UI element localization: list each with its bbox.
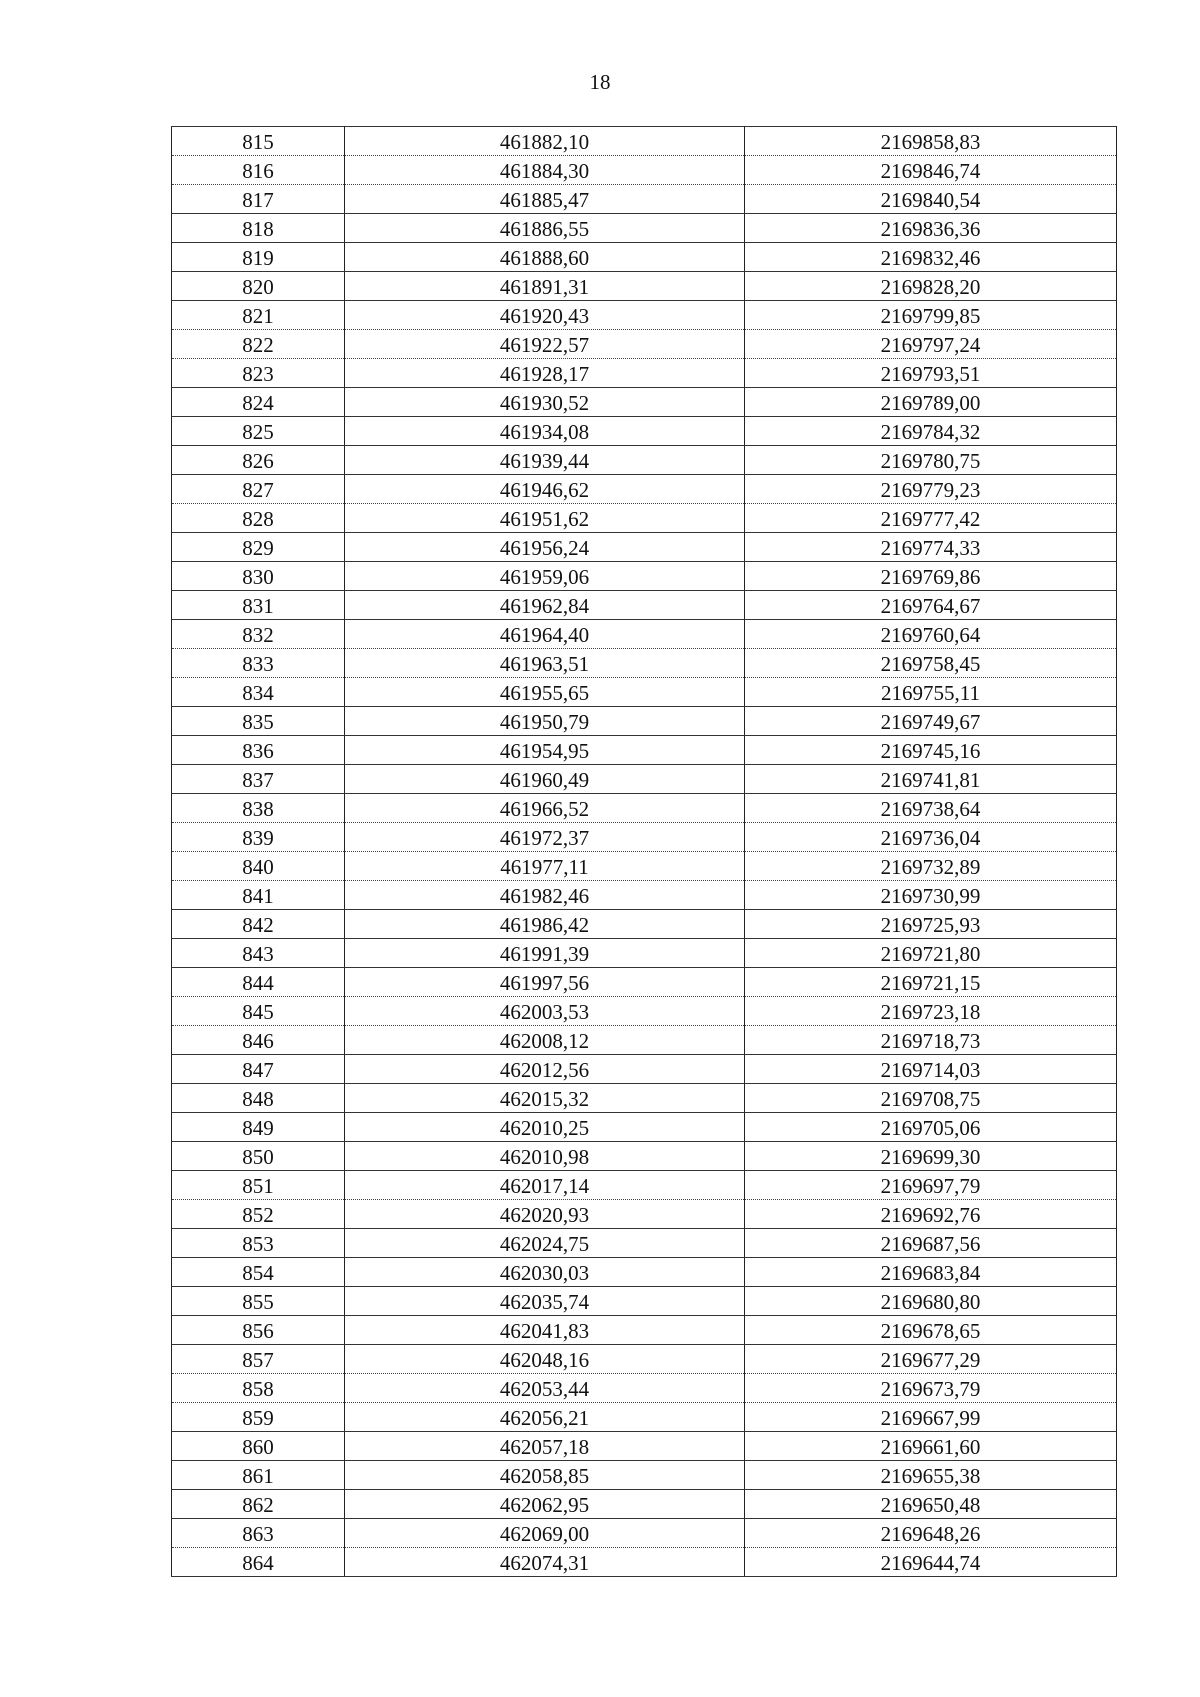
point-number-cell: 816 bbox=[172, 156, 345, 185]
y-coordinate-cell: 2169769,86 bbox=[745, 562, 1117, 591]
table-row bbox=[172, 1258, 1117, 1287]
point-number-cell: 831 bbox=[172, 591, 345, 620]
y-coordinate-cell: 2169714,03 bbox=[745, 1055, 1117, 1084]
x-coordinate-cell: 461991,39 bbox=[345, 939, 745, 968]
point-number-cell: 833 bbox=[172, 649, 345, 678]
table-row bbox=[172, 1432, 1117, 1461]
y-coordinate-cell: 2169721,80 bbox=[745, 939, 1117, 968]
y-coordinate-cell: 2169777,42 bbox=[745, 504, 1117, 533]
x-coordinate-cell: 461997,56 bbox=[345, 968, 745, 997]
y-coordinate-cell: 2169650,48 bbox=[745, 1490, 1117, 1519]
x-coordinate-cell: 461950,79 bbox=[345, 707, 745, 736]
x-coordinate-cell: 461972,37 bbox=[345, 823, 745, 852]
point-number-cell: 823 bbox=[172, 359, 345, 388]
x-coordinate-cell: 462057,18 bbox=[345, 1432, 745, 1461]
x-coordinate-cell: 461964,40 bbox=[345, 620, 745, 649]
point-number-cell: 815 bbox=[172, 127, 345, 156]
table-row bbox=[172, 707, 1117, 736]
y-coordinate-cell: 2169797,24 bbox=[745, 330, 1117, 359]
x-coordinate-cell: 461885,47 bbox=[345, 185, 745, 214]
table-row bbox=[172, 1345, 1117, 1374]
x-coordinate-cell: 462074,31 bbox=[345, 1548, 745, 1577]
y-coordinate-cell: 2169708,75 bbox=[745, 1084, 1117, 1113]
x-coordinate-cell: 462030,03 bbox=[345, 1258, 745, 1287]
x-coordinate-cell: 461882,10 bbox=[345, 127, 745, 156]
point-number-cell: 821 bbox=[172, 301, 345, 330]
x-coordinate-cell: 461920,43 bbox=[345, 301, 745, 330]
point-number-cell: 832 bbox=[172, 620, 345, 649]
table-row bbox=[172, 1142, 1117, 1171]
point-number-cell: 863 bbox=[172, 1519, 345, 1548]
point-number-cell: 818 bbox=[172, 214, 345, 243]
point-number-cell: 836 bbox=[172, 736, 345, 765]
y-coordinate-cell: 2169661,60 bbox=[745, 1432, 1117, 1461]
point-number-cell: 845 bbox=[172, 997, 345, 1026]
point-number-cell: 834 bbox=[172, 678, 345, 707]
x-coordinate-cell: 461939,44 bbox=[345, 446, 745, 475]
point-number-cell: 837 bbox=[172, 765, 345, 794]
x-coordinate-cell: 461960,49 bbox=[345, 765, 745, 794]
point-number-cell: 829 bbox=[172, 533, 345, 562]
x-coordinate-cell: 461982,46 bbox=[345, 881, 745, 910]
y-coordinate-cell: 2169741,81 bbox=[745, 765, 1117, 794]
table-row bbox=[172, 997, 1117, 1026]
point-number-cell: 828 bbox=[172, 504, 345, 533]
point-number-cell: 838 bbox=[172, 794, 345, 823]
table-row bbox=[172, 1548, 1117, 1577]
x-coordinate-cell: 461946,62 bbox=[345, 475, 745, 504]
point-number-cell: 858 bbox=[172, 1374, 345, 1403]
table-row bbox=[172, 1084, 1117, 1113]
y-coordinate-cell: 2169789,00 bbox=[745, 388, 1117, 417]
y-coordinate-cell: 2169780,75 bbox=[745, 446, 1117, 475]
x-coordinate-cell: 462008,12 bbox=[345, 1026, 745, 1055]
table-row bbox=[172, 1519, 1117, 1548]
y-coordinate-cell: 2169738,64 bbox=[745, 794, 1117, 823]
y-coordinate-cell: 2169683,84 bbox=[745, 1258, 1117, 1287]
point-number-cell: 854 bbox=[172, 1258, 345, 1287]
point-number-cell: 819 bbox=[172, 243, 345, 272]
y-coordinate-cell: 2169697,79 bbox=[745, 1171, 1117, 1200]
table-row bbox=[172, 1229, 1117, 1258]
y-coordinate-cell: 2169705,06 bbox=[745, 1113, 1117, 1142]
x-coordinate-cell: 461886,55 bbox=[345, 214, 745, 243]
page-number: 18 bbox=[589, 70, 611, 94]
x-coordinate-cell: 461955,65 bbox=[345, 678, 745, 707]
y-coordinate-cell: 2169858,83 bbox=[745, 127, 1117, 156]
table-row bbox=[172, 1403, 1117, 1432]
point-number-cell: 862 bbox=[172, 1490, 345, 1519]
point-number-cell: 824 bbox=[172, 388, 345, 417]
x-coordinate-cell: 461956,24 bbox=[345, 533, 745, 562]
x-coordinate-cell: 462017,14 bbox=[345, 1171, 745, 1200]
y-coordinate-cell: 2169678,65 bbox=[745, 1316, 1117, 1345]
point-number-cell: 830 bbox=[172, 562, 345, 591]
table-row bbox=[172, 620, 1117, 649]
point-number-cell: 825 bbox=[172, 417, 345, 446]
table-row bbox=[172, 591, 1117, 620]
y-coordinate-cell: 2169846,74 bbox=[745, 156, 1117, 185]
point-number-cell: 850 bbox=[172, 1142, 345, 1171]
table-row bbox=[172, 649, 1117, 678]
table-row bbox=[172, 533, 1117, 562]
y-coordinate-cell: 2169840,54 bbox=[745, 185, 1117, 214]
x-coordinate-cell: 461891,31 bbox=[345, 272, 745, 301]
y-coordinate-cell: 2169680,80 bbox=[745, 1287, 1117, 1316]
x-coordinate-cell: 461966,52 bbox=[345, 794, 745, 823]
table-row bbox=[172, 910, 1117, 939]
table-row bbox=[172, 417, 1117, 446]
y-coordinate-cell: 2169760,64 bbox=[745, 620, 1117, 649]
table-row bbox=[172, 678, 1117, 707]
point-number-cell: 860 bbox=[172, 1432, 345, 1461]
table-row bbox=[172, 272, 1117, 301]
table-row bbox=[172, 185, 1117, 214]
x-coordinate-cell: 462035,74 bbox=[345, 1287, 745, 1316]
x-coordinate-cell: 461954,95 bbox=[345, 736, 745, 765]
table-row bbox=[172, 939, 1117, 968]
table-row bbox=[172, 968, 1117, 997]
x-coordinate-cell: 461930,52 bbox=[345, 388, 745, 417]
table-row bbox=[172, 1113, 1117, 1142]
point-number-cell: 820 bbox=[172, 272, 345, 301]
point-number-cell: 841 bbox=[172, 881, 345, 910]
x-coordinate-cell: 461959,06 bbox=[345, 562, 745, 591]
y-coordinate-cell: 2169749,67 bbox=[745, 707, 1117, 736]
y-coordinate-cell: 2169673,79 bbox=[745, 1374, 1117, 1403]
table-row bbox=[172, 1287, 1117, 1316]
point-number-cell: 827 bbox=[172, 475, 345, 504]
table-row bbox=[172, 330, 1117, 359]
x-coordinate-cell: 461963,51 bbox=[345, 649, 745, 678]
point-number-cell: 842 bbox=[172, 910, 345, 939]
x-coordinate-cell: 461986,42 bbox=[345, 910, 745, 939]
x-coordinate-cell: 462024,75 bbox=[345, 1229, 745, 1258]
y-coordinate-cell: 2169764,67 bbox=[745, 591, 1117, 620]
y-coordinate-cell: 2169723,18 bbox=[745, 997, 1117, 1026]
point-number-cell: 848 bbox=[172, 1084, 345, 1113]
table-row bbox=[172, 1374, 1117, 1403]
point-number-cell: 817 bbox=[172, 185, 345, 214]
table-row bbox=[172, 1026, 1117, 1055]
y-coordinate-cell: 2169644,74 bbox=[745, 1548, 1117, 1577]
y-coordinate-cell: 2169721,15 bbox=[745, 968, 1117, 997]
y-coordinate-cell: 2169832,46 bbox=[745, 243, 1117, 272]
x-coordinate-cell: 462062,95 bbox=[345, 1490, 745, 1519]
x-coordinate-cell: 462010,25 bbox=[345, 1113, 745, 1142]
y-coordinate-cell: 2169793,51 bbox=[745, 359, 1117, 388]
table-row bbox=[172, 823, 1117, 852]
y-coordinate-cell: 2169730,99 bbox=[745, 881, 1117, 910]
y-coordinate-cell: 2169774,33 bbox=[745, 533, 1117, 562]
y-coordinate-cell: 2169718,73 bbox=[745, 1026, 1117, 1055]
x-coordinate-cell: 461928,17 bbox=[345, 359, 745, 388]
x-coordinate-cell: 461934,08 bbox=[345, 417, 745, 446]
x-coordinate-cell: 461922,57 bbox=[345, 330, 745, 359]
table-row bbox=[172, 1200, 1117, 1229]
table-row bbox=[172, 736, 1117, 765]
table-row bbox=[172, 852, 1117, 881]
table-row bbox=[172, 127, 1117, 156]
y-coordinate-cell: 2169677,29 bbox=[745, 1345, 1117, 1374]
table-row bbox=[172, 1171, 1117, 1200]
table-row bbox=[172, 1461, 1117, 1490]
table-row bbox=[172, 562, 1117, 591]
point-number-cell: 856 bbox=[172, 1316, 345, 1345]
y-coordinate-cell: 2169758,45 bbox=[745, 649, 1117, 678]
x-coordinate-cell: 461951,62 bbox=[345, 504, 745, 533]
y-coordinate-cell: 2169799,85 bbox=[745, 301, 1117, 330]
y-coordinate-cell: 2169836,36 bbox=[745, 214, 1117, 243]
x-coordinate-cell: 462048,16 bbox=[345, 1345, 745, 1374]
point-number-cell: 847 bbox=[172, 1055, 345, 1084]
y-coordinate-cell: 2169648,26 bbox=[745, 1519, 1117, 1548]
y-coordinate-cell: 2169655,38 bbox=[745, 1461, 1117, 1490]
y-coordinate-cell: 2169732,89 bbox=[745, 852, 1117, 881]
table-row bbox=[172, 359, 1117, 388]
point-number-cell: 840 bbox=[172, 852, 345, 881]
y-coordinate-cell: 2169736,04 bbox=[745, 823, 1117, 852]
table-row bbox=[172, 475, 1117, 504]
point-number-cell: 839 bbox=[172, 823, 345, 852]
point-number-cell: 852 bbox=[172, 1200, 345, 1229]
x-coordinate-cell: 462012,56 bbox=[345, 1055, 745, 1084]
table-row bbox=[172, 1055, 1117, 1084]
table-row bbox=[172, 881, 1117, 910]
coordinates-table bbox=[171, 126, 1117, 1577]
point-number-cell: 859 bbox=[172, 1403, 345, 1432]
y-coordinate-cell: 2169755,11 bbox=[745, 678, 1117, 707]
y-coordinate-cell: 2169699,30 bbox=[745, 1142, 1117, 1171]
x-coordinate-cell: 461977,11 bbox=[345, 852, 745, 881]
x-coordinate-cell: 462015,32 bbox=[345, 1084, 745, 1113]
point-number-cell: 851 bbox=[172, 1171, 345, 1200]
x-coordinate-cell: 462010,98 bbox=[345, 1142, 745, 1171]
y-coordinate-cell: 2169784,32 bbox=[745, 417, 1117, 446]
x-coordinate-cell: 462041,83 bbox=[345, 1316, 745, 1345]
coordinates-table-body bbox=[172, 127, 1117, 1577]
point-number-cell: 857 bbox=[172, 1345, 345, 1374]
y-coordinate-cell: 2169745,16 bbox=[745, 736, 1117, 765]
point-number-cell: 844 bbox=[172, 968, 345, 997]
y-coordinate-cell: 2169828,20 bbox=[745, 272, 1117, 301]
y-coordinate-cell: 2169667,99 bbox=[745, 1403, 1117, 1432]
point-number-cell: 855 bbox=[172, 1287, 345, 1316]
point-number-cell: 849 bbox=[172, 1113, 345, 1142]
table-row bbox=[172, 243, 1117, 272]
table-row bbox=[172, 504, 1117, 533]
point-number-cell: 826 bbox=[172, 446, 345, 475]
table-row bbox=[172, 388, 1117, 417]
table-row bbox=[172, 156, 1117, 185]
x-coordinate-cell: 462020,93 bbox=[345, 1200, 745, 1229]
table-row bbox=[172, 214, 1117, 243]
table-row bbox=[172, 446, 1117, 475]
point-number-cell: 864 bbox=[172, 1548, 345, 1577]
point-number-cell: 843 bbox=[172, 939, 345, 968]
point-number-cell: 835 bbox=[172, 707, 345, 736]
point-number-cell: 846 bbox=[172, 1026, 345, 1055]
x-coordinate-cell: 461884,30 bbox=[345, 156, 745, 185]
y-coordinate-cell: 2169692,76 bbox=[745, 1200, 1117, 1229]
x-coordinate-cell: 462058,85 bbox=[345, 1461, 745, 1490]
x-coordinate-cell: 462069,00 bbox=[345, 1519, 745, 1548]
table-row bbox=[172, 1490, 1117, 1519]
point-number-cell: 861 bbox=[172, 1461, 345, 1490]
table-row bbox=[172, 301, 1117, 330]
x-coordinate-cell: 462056,21 bbox=[345, 1403, 745, 1432]
table-row bbox=[172, 1316, 1117, 1345]
y-coordinate-cell: 2169687,56 bbox=[745, 1229, 1117, 1258]
x-coordinate-cell: 461888,60 bbox=[345, 243, 745, 272]
y-coordinate-cell: 2169779,23 bbox=[745, 475, 1117, 504]
x-coordinate-cell: 462053,44 bbox=[345, 1374, 745, 1403]
table-row bbox=[172, 794, 1117, 823]
y-coordinate-cell: 2169725,93 bbox=[745, 910, 1117, 939]
x-coordinate-cell: 461962,84 bbox=[345, 591, 745, 620]
point-number-cell: 853 bbox=[172, 1229, 345, 1258]
x-coordinate-cell: 462003,53 bbox=[345, 997, 745, 1026]
table-row bbox=[172, 765, 1117, 794]
point-number-cell: 822 bbox=[172, 330, 345, 359]
